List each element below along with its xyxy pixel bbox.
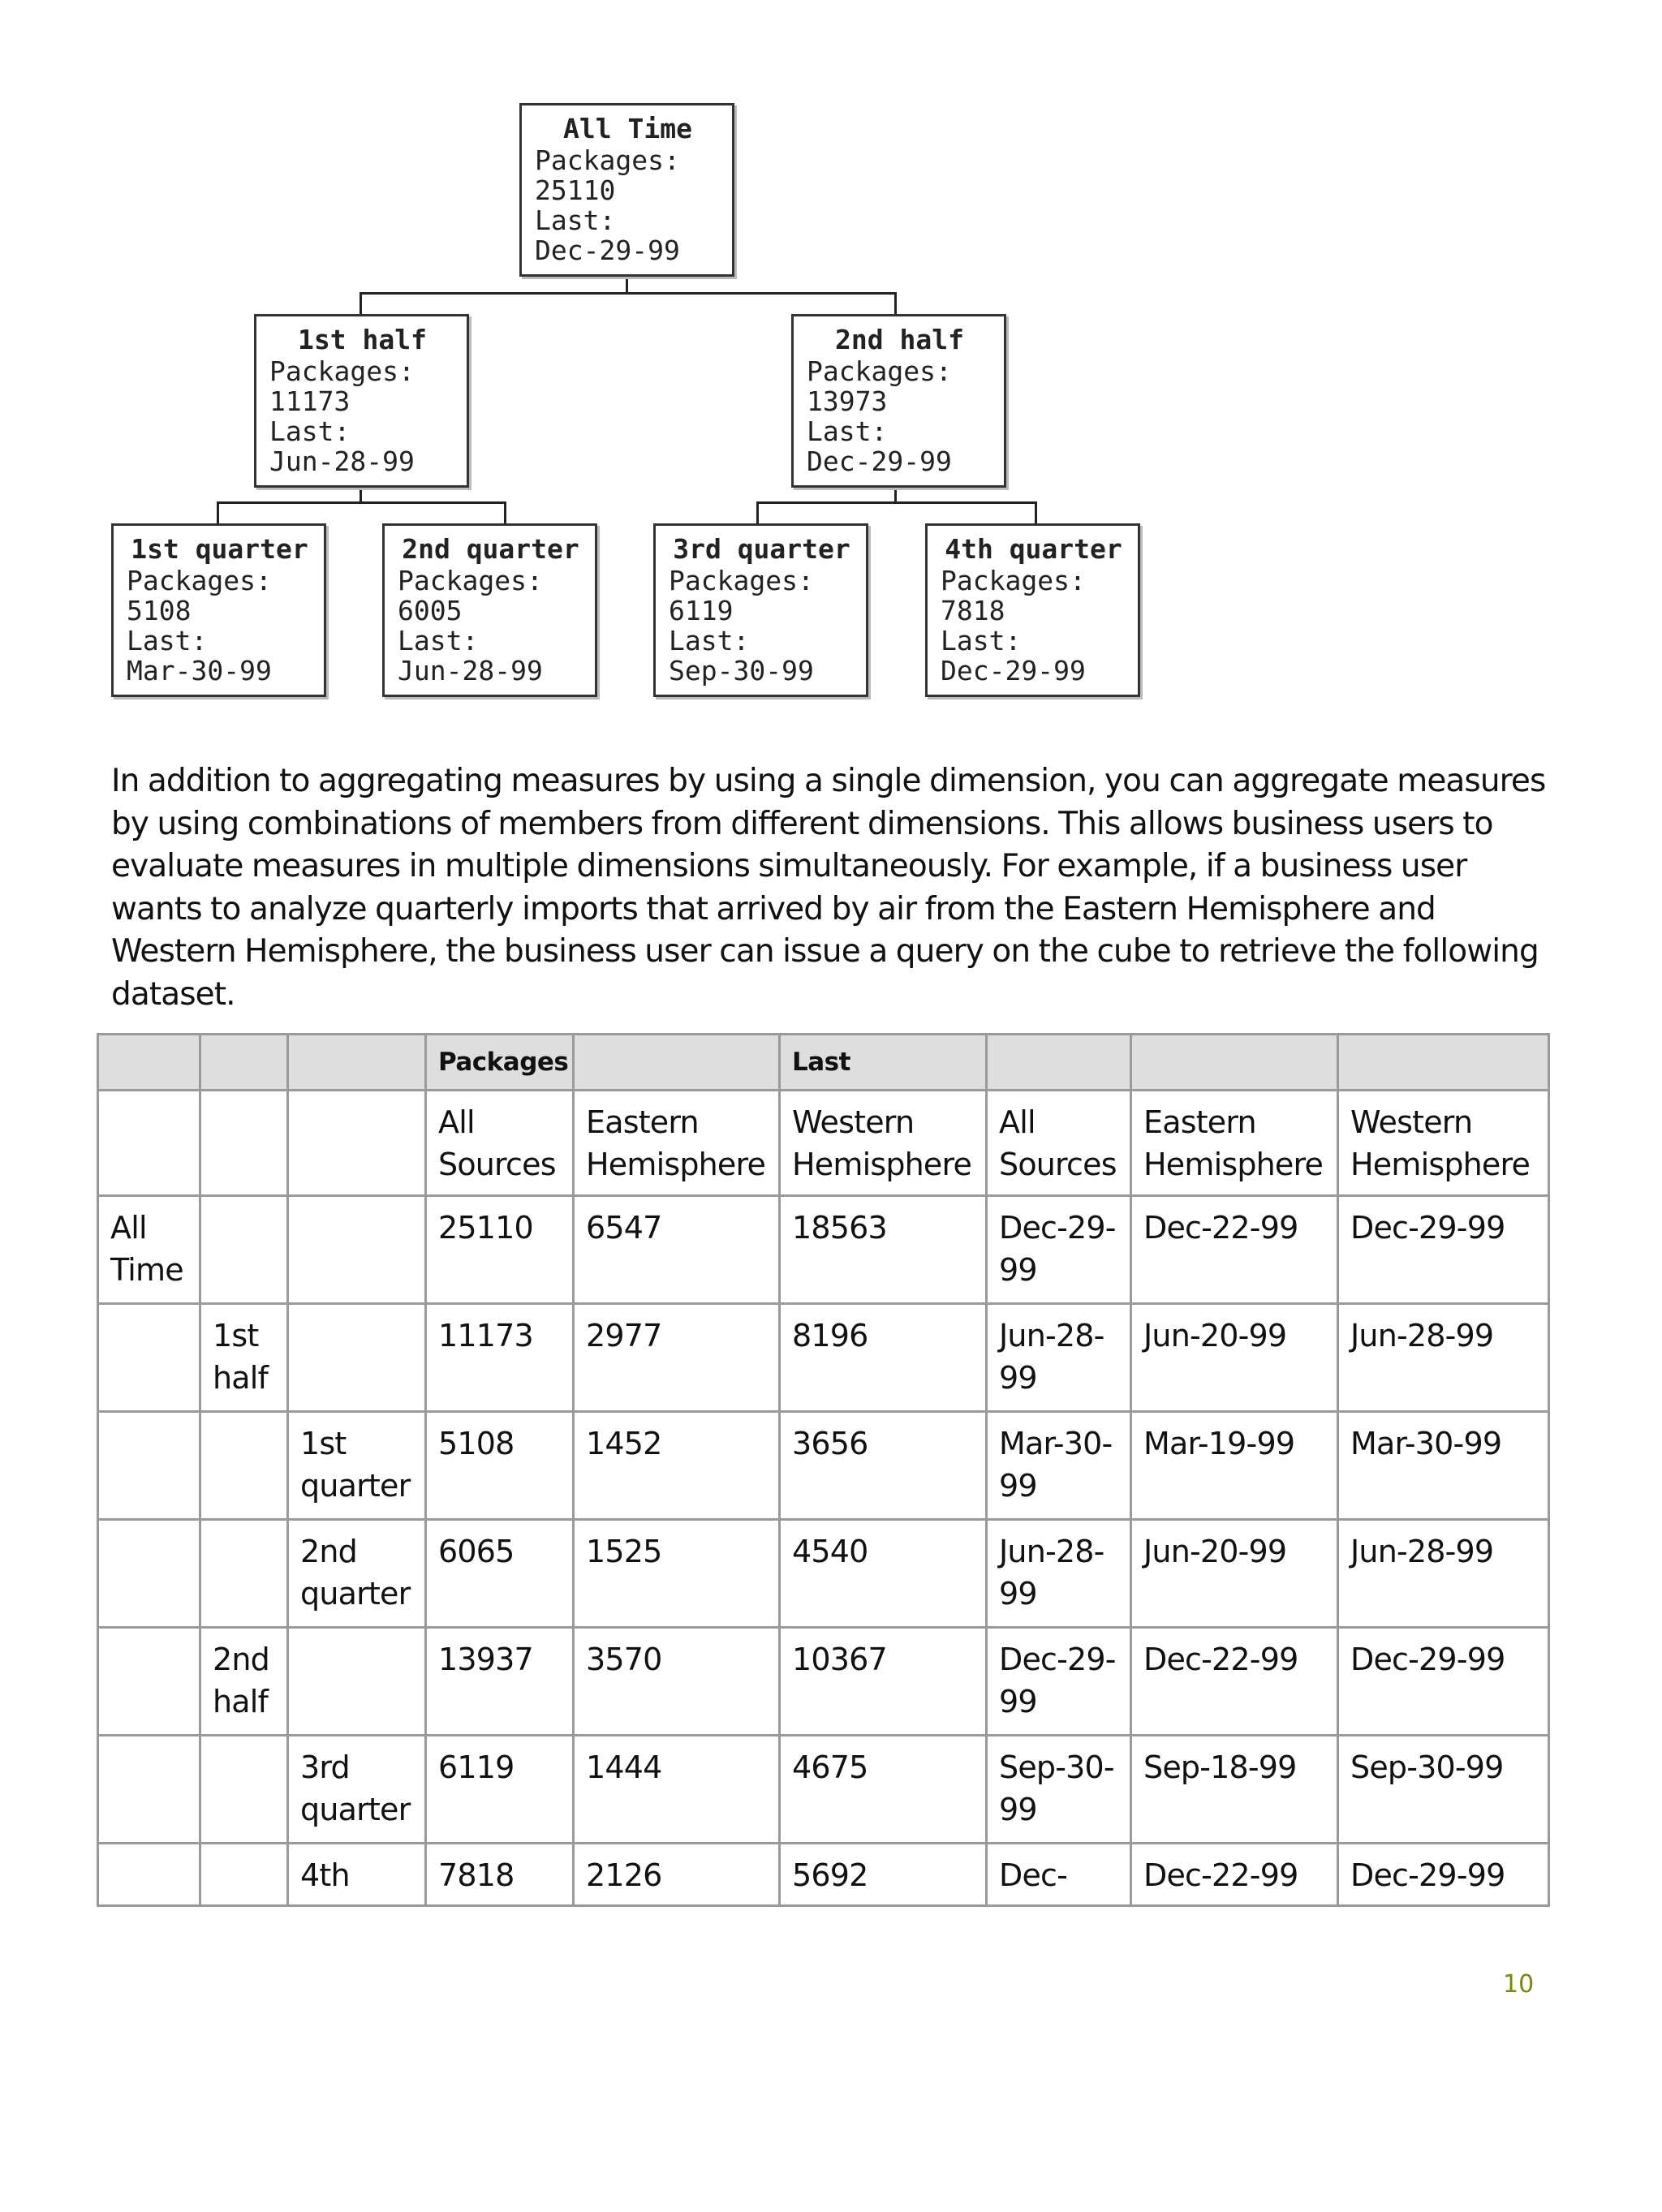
table-body: [98, 1035, 1549, 1906]
table-cell: [780, 1196, 987, 1304]
table-cell: [288, 1520, 426, 1628]
table-cell: [1338, 1736, 1549, 1844]
table-cell: [98, 1035, 200, 1091]
cell-text: 25110: [438, 1210, 533, 1246]
table-row: [98, 1412, 1549, 1520]
tree-node-2nd-quarter: 2nd quarter Packages: 6005 Last: Jun-28-99: [382, 523, 597, 697]
cell-text: 1st half: [213, 1318, 269, 1396]
table-cell: [200, 1412, 288, 1520]
connector-line: [756, 501, 759, 526]
table-cell: [780, 1628, 987, 1736]
table-cell: [288, 1412, 426, 1520]
cell-text: 10367: [792, 1642, 887, 1677]
table-cell: [987, 1304, 1131, 1412]
cell-text: Western Hemisphere: [1350, 1104, 1531, 1182]
table-cell: [574, 1196, 780, 1304]
table-cell: [200, 1628, 288, 1736]
cell-text: 3rd quarter: [300, 1749, 411, 1827]
connector-line: [1035, 501, 1037, 526]
cell-text: 13937: [438, 1642, 533, 1677]
connector-line: [894, 292, 897, 316]
cell-text: 11173: [438, 1318, 533, 1353]
connector-line: [217, 501, 506, 504]
table-cell: [98, 1412, 200, 1520]
table-cell: [1131, 1628, 1338, 1736]
table-cell: [98, 1736, 200, 1844]
table-cell: [1131, 1736, 1338, 1844]
table-cell: [426, 1844, 574, 1906]
tree-node-all-time: All Time Packages: 25110 Last: Dec-29-99: [519, 103, 734, 277]
table-cell: [288, 1628, 426, 1736]
cell-text: Dec-22-99: [1143, 1857, 1298, 1893]
tree-node-1st-half: 1st half Packages: 11173 Last: Jun-28-99: [254, 314, 469, 488]
connector-line: [360, 485, 362, 503]
dataset-table: [97, 1033, 1550, 1907]
table-cell: [574, 1844, 780, 1906]
cell-text: 1st quarter: [300, 1426, 411, 1504]
table-cell: [288, 1844, 426, 1906]
table-cell: [426, 1304, 574, 1412]
table-cell: [1338, 1035, 1549, 1091]
table-cell: [987, 1091, 1131, 1196]
table-cell: [200, 1196, 288, 1304]
table-row: [98, 1520, 1549, 1628]
cell-text: Mar-19-99: [1143, 1426, 1295, 1461]
table-cell: [987, 1736, 1131, 1844]
table-cell: [574, 1035, 780, 1091]
table-cell: [98, 1304, 200, 1412]
cell-text: Eastern Hemisphere: [1143, 1104, 1324, 1182]
cell-text: Sep-30-99: [1350, 1749, 1504, 1785]
table-cell: [426, 1736, 574, 1844]
hierarchy-diagram: [0, 0, 1662, 714]
cell-text: Eastern Hemisphere: [586, 1104, 766, 1182]
table-cell: [426, 1035, 574, 1091]
table-cell: [574, 1520, 780, 1628]
table-cell: [98, 1091, 200, 1196]
table-cell: [1338, 1304, 1549, 1412]
table-cell: [987, 1196, 1131, 1304]
table-cell: [200, 1520, 288, 1628]
table-cell: [1131, 1196, 1338, 1304]
cell-text: 2nd half: [213, 1642, 269, 1719]
cell-text: 6119: [438, 1749, 515, 1785]
table-row: [98, 1304, 1549, 1412]
cell-text: 2nd quarter: [300, 1534, 411, 1612]
table-cell: [426, 1628, 574, 1736]
table-cell: [200, 1091, 288, 1196]
cell-text: Jun-28-99: [999, 1318, 1104, 1396]
cell-text: Jun-28-99: [1350, 1534, 1494, 1569]
table-header-row: [98, 1035, 1549, 1091]
table-cell: [574, 1304, 780, 1412]
cell-text: 7818: [438, 1857, 515, 1893]
cell-text: Sep-30-99: [999, 1749, 1114, 1827]
table-cell: [1131, 1412, 1338, 1520]
table-cell: [574, 1736, 780, 1844]
table-cell: [780, 1304, 987, 1412]
cell-text: Dec-29-99: [999, 1210, 1116, 1288]
cell-text: Mar-30-99: [999, 1426, 1113, 1504]
connector-line: [626, 276, 628, 294]
table-cell: [574, 1412, 780, 1520]
cell-text: 2126: [586, 1857, 662, 1893]
cell-text: Dec-22-99: [1143, 1210, 1298, 1246]
cell-text: 6547: [586, 1210, 662, 1246]
cell-text: Dec-: [999, 1857, 1068, 1893]
table-cell: [780, 1520, 987, 1628]
table-subheader-row: [98, 1091, 1549, 1196]
cell-text: 5108: [438, 1426, 515, 1461]
tree-node-3rd-quarter: 3rd quarter Packages: 6119 Last: Sep-30-99: [653, 523, 868, 697]
table-row: [98, 1628, 1549, 1736]
table-cell: [288, 1736, 426, 1844]
table-cell: [288, 1091, 426, 1196]
table-cell: [987, 1844, 1131, 1906]
cell-text: 4th: [300, 1857, 350, 1893]
table-cell: [200, 1736, 288, 1844]
page-number: 10: [1503, 1970, 1535, 1999]
table-cell: [200, 1035, 288, 1091]
table-row: [98, 1736, 1549, 1844]
table-cell: [987, 1035, 1131, 1091]
table-cell: [1131, 1091, 1338, 1196]
table-cell: [288, 1304, 426, 1412]
table-cell: [426, 1520, 574, 1628]
table-cell: [1338, 1412, 1549, 1520]
cell-text: All Sources: [999, 1104, 1117, 1182]
cell-text: Dec-22-99: [1143, 1642, 1298, 1677]
table-cell: [426, 1196, 574, 1304]
cell-text: Mar-30-99: [1350, 1426, 1502, 1461]
tree-node-4th-quarter: 4th quarter Packages: 7818 Last: Dec-29-99: [925, 523, 1140, 697]
table-cell: [1131, 1035, 1338, 1091]
cell-text: Dec-29-99: [999, 1642, 1116, 1719]
connector-line: [504, 501, 506, 526]
cell-text: Dec-29-99: [1350, 1210, 1505, 1246]
table-cell: [1131, 1304, 1338, 1412]
table-cell: [1338, 1196, 1549, 1304]
cell-text: Last: [792, 1048, 850, 1077]
table-cell: [98, 1844, 200, 1906]
cell-text: 3656: [792, 1426, 868, 1461]
cell-text: 6065: [438, 1534, 515, 1569]
table-cell: [780, 1736, 987, 1844]
cell-text: 2977: [586, 1318, 662, 1353]
cell-text: 1452: [586, 1426, 662, 1461]
table-cell: [987, 1628, 1131, 1736]
table-cell: [780, 1412, 987, 1520]
table-cell: [574, 1091, 780, 1196]
cell-text: 4675: [792, 1749, 868, 1785]
cell-text: 18563: [792, 1210, 887, 1246]
table-row: [98, 1844, 1549, 1906]
table-cell: [574, 1628, 780, 1736]
table-cell: [780, 1035, 987, 1091]
cell-text: Sep-18-99: [1143, 1749, 1297, 1785]
connector-line: [217, 501, 219, 526]
cell-text: Jun-20-99: [1143, 1534, 1287, 1569]
cell-text: All Sources: [438, 1104, 556, 1182]
table-cell: [1131, 1520, 1338, 1628]
connector-line: [756, 501, 1037, 504]
cell-text: 3570: [586, 1642, 662, 1677]
table-cell: [780, 1091, 987, 1196]
table-cell: [200, 1844, 288, 1906]
cell-text: Western Hemisphere: [792, 1104, 972, 1182]
connector-line: [360, 292, 362, 316]
table-cell: [1338, 1628, 1549, 1736]
cell-text: Packages: [438, 1048, 569, 1077]
cell-text: Dec-29-99: [1350, 1642, 1505, 1677]
connector-line: [360, 292, 897, 295]
table-cell: [780, 1844, 987, 1906]
cell-text: All Time: [110, 1210, 183, 1288]
cell-text: 8196: [792, 1318, 868, 1353]
table-cell: [987, 1520, 1131, 1628]
tree-node-1st-quarter: 1st quarter Packages: 5108 Last: Mar-30-99: [111, 523, 326, 697]
cell-text: 4540: [792, 1534, 868, 1569]
table-row: [98, 1196, 1549, 1304]
cell-text: Jun-28-99: [999, 1534, 1104, 1612]
cell-text: 1444: [586, 1749, 662, 1785]
table-cell: [1338, 1091, 1549, 1196]
table-cell: [426, 1412, 574, 1520]
cell-text: 5692: [792, 1857, 868, 1893]
tree-node-2nd-half: 2nd half Packages: 13973 Last: Dec-29-99: [791, 314, 1006, 488]
table-cell: [288, 1035, 426, 1091]
connector-line: [894, 485, 897, 503]
table-cell: [98, 1628, 200, 1736]
table-cell: [987, 1412, 1131, 1520]
table-cell: [1338, 1520, 1549, 1628]
table-cell: [98, 1196, 200, 1304]
table-cell: [288, 1196, 426, 1304]
table-cell: [1131, 1844, 1338, 1906]
cell-text: Jun-20-99: [1143, 1318, 1287, 1353]
cell-text: 1525: [586, 1534, 662, 1569]
body-paragraph: In addition to aggregating measures by using a single dimension, you can aggregate measures by using combinations of members from different dimensions. This allows business users to evaluate measures in multiple dimensions simultaneously. For example, if a business user wants to analyze quarterly imports that arrived by air from the Eastern Hemisphere and Western Hemisphere, the business user can issue a query on the cube to retrieve the following dataset.: [111, 763, 1546, 1013]
table-cell: [200, 1304, 288, 1412]
cell-text: Dec-29-99: [1350, 1857, 1505, 1893]
table-cell: [98, 1520, 200, 1628]
table-cell: [426, 1091, 574, 1196]
table-cell: [1338, 1844, 1549, 1906]
cell-text: Jun-28-99: [1350, 1318, 1494, 1353]
